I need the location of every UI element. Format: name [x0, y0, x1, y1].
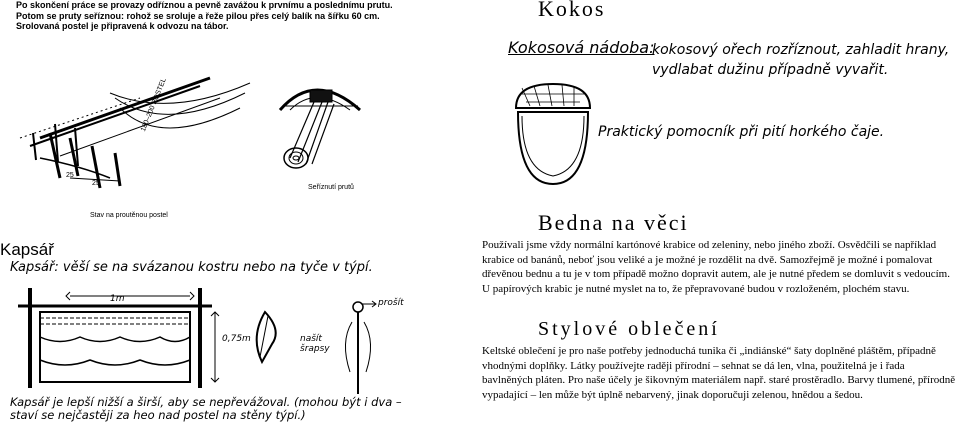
instruction-line: Po skončení práce se provazy odříznou a pevně zavážou k prvnímu a poslednímu prutu.: [16, 0, 393, 10]
kokos-label: Kokosová nádoba:: [508, 38, 655, 57]
kapsar-footnote: Kapsář je lepší nižší a širší, aby se nepřevážoval. (mohou být i dva – staví se nejčastěji za heo nad postel na stěny týpí.): [10, 395, 402, 422]
kokos-description: kokosový ořech rozříznout, zahladit hrany, vydlabat dužinu případně vyvařit.: [652, 42, 950, 78]
kapsar-label: Kapsář: [0, 240, 54, 259]
kapsar-height-label: 0,75m: [222, 334, 251, 344]
coconut-illustration: [508, 80, 598, 190]
kapsar-stitch-label: prošít: [378, 298, 404, 308]
instruction-line: Srolovaná postel je připravená k odvozu na tábor.: [16, 21, 229, 31]
dimension-label: 25: [92, 180, 100, 187]
instruction-line: Potom se pruty seříznou: rohož se sroluje a řeže pilou přes celý balík na šířku 60 cm.: [16, 10, 380, 21]
bedna-text: Používali jsme vždy normální kartónové krabice od zeleniny, nebo jiného zboží. Osvědčili se například krabice od banánů, neboť jsou veliké a je možné je rozdělit na dvě. Samozřejmě je možné i pomalovat dřevěnou bednu a tu je v tom případě možno dopravit autem, ale je nutné předem se domluvit s vedoucím. U papírových krabic je nutné myslet na to, že přepravované budou v rozloženém, plochém stavu.: [482, 239, 950, 295]
loom-illustration: [0, 38, 270, 213]
kapsar-hook-label: našít šrapsy: [300, 334, 330, 354]
dimension-label: 25: [66, 172, 74, 179]
bedna-title: Bedna na věci: [538, 210, 689, 235]
kokos-title: Kokos: [538, 0, 606, 21]
styl-title: Stylové oblečení: [538, 318, 720, 340]
instructions-text: [16, 0, 393, 32]
mat-roll-illustration: [270, 80, 380, 190]
styl-text: Keltské oblečení je pro naše potřeby jednoduchá tunika či „indiánské“ šaty doplněné pláštěm, případně vhodnými doplňky. Látky používejte raději přírodní – sehnat se dá len, vlna, použitelná je i řada bavlněných pláten. Pro naše účely je šikovným materiálem např. staré prostěradlo. Barvy tlumené, přírodně vypadající – len může být úplně nebarvený, jinak doporučuji zelenou, hnědou a šedou.: [482, 345, 956, 401]
postel-dimension-label: 180–200 POSTEL: [140, 77, 168, 133]
loom-caption: Stav na proutěnou postel: [90, 212, 168, 219]
cut-caption: Seříznutí prutů: [308, 184, 354, 191]
kokos-tip: Praktický pomocník při pití horkého čaje.: [598, 124, 885, 140]
kapsar-width-label: 1m: [110, 294, 125, 304]
kapsar-heading: Kapsář: věší se na svázanou kostru nebo na tyče v týpí.: [10, 260, 373, 275]
